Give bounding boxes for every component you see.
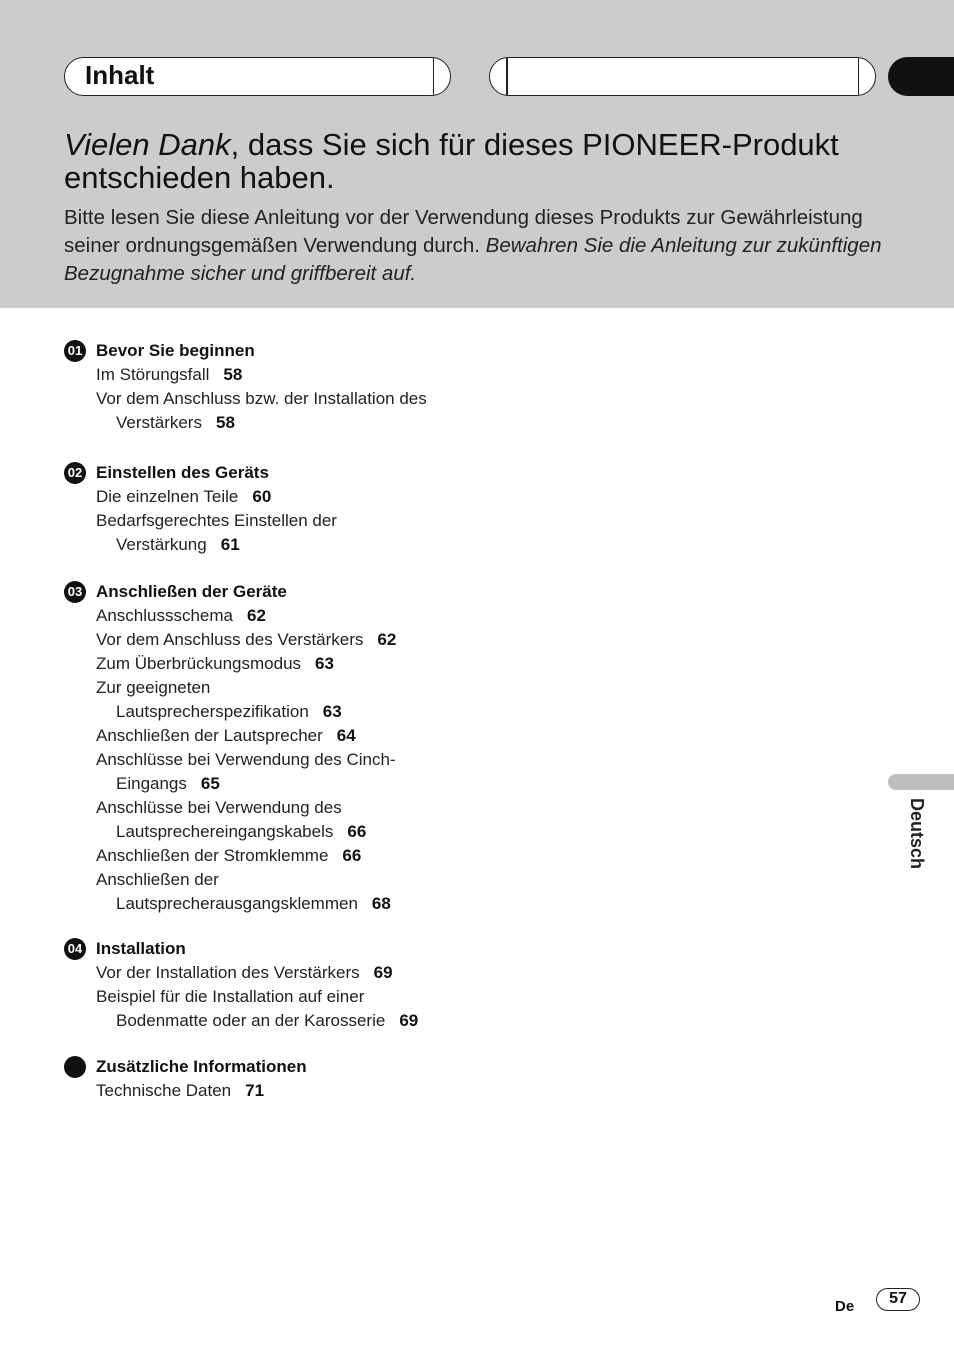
entry-page-number: 69 <box>399 1011 419 1030</box>
section-number-badge: 02 <box>64 462 86 484</box>
headline-italic: Vielen Dank <box>64 127 231 162</box>
intro-normal: Bitte lesen Sie diese Anleitung vor der Verwendung dieses Produkts zur Gewährleistung seiner ordnungsgemäßen Verwendung durch. <box>64 206 863 257</box>
entry-text: Vor der Installation des Verstärkers <box>96 963 360 982</box>
entry-text: Technische Daten <box>96 1081 232 1100</box>
toc-entry[interactable] <box>96 796 484 844</box>
section-title: Installation <box>96 939 186 958</box>
toc-entry[interactable] <box>96 985 484 1033</box>
entry-text-continued: Eingangs <box>116 774 187 793</box>
contents-tab <box>64 57 451 96</box>
entry-text: Anschließen der Lautsprecher <box>96 726 323 745</box>
toc-entry[interactable] <box>96 363 484 387</box>
language-label: Deutsch <box>907 798 927 870</box>
entry-page-number: 60 <box>252 487 272 506</box>
entry-page-number: 61 <box>220 535 240 554</box>
entry-page-number: 65 <box>200 774 220 793</box>
entry-page-number: 71 <box>245 1081 265 1100</box>
section-heading[interactable] <box>64 1055 484 1079</box>
entry-text-continued: Lautsprecherspezifikation <box>116 702 309 721</box>
toc-entry[interactable] <box>96 387 484 435</box>
entry-text: Anschließen der Stromklemme <box>96 846 329 865</box>
toc-entry[interactable] <box>96 748 484 796</box>
entry-page-number: 62 <box>247 606 266 625</box>
language-tab <box>888 774 954 790</box>
toc-section <box>64 461 484 557</box>
section-number-badge <box>64 1056 86 1078</box>
entry-text: Anschlussschema <box>96 606 234 625</box>
toc-entry[interactable] <box>96 868 484 916</box>
entry-text-continued: Lautsprechereingangskabels <box>116 822 334 841</box>
footer-language-code: De <box>835 1298 855 1315</box>
tab-divider <box>858 58 860 95</box>
entry-text: Vor dem Anschluss bzw. der Installation des <box>96 389 427 408</box>
toc-entry[interactable] <box>96 844 484 868</box>
toc-entry[interactable] <box>96 1079 484 1103</box>
entry-text-continued: Verstärkung <box>116 535 207 554</box>
toc-entry[interactable] <box>96 961 484 985</box>
section-number-badge: 03 <box>64 581 86 603</box>
toc-section <box>64 339 484 435</box>
toc-entry[interactable] <box>96 485 484 509</box>
section-title: Bevor Sie beginnen <box>96 341 255 360</box>
entry-text-continued: Bodenmatte oder an der Karosserie <box>116 1011 386 1030</box>
entry-page-number: 63 <box>315 654 334 673</box>
section-heading[interactable] <box>64 461 484 485</box>
entry-text-continued: Verstärkers <box>116 413 202 432</box>
entry-text-continued: Lautsprecherausgangsklemmen <box>116 894 358 913</box>
section-marker-tab <box>888 57 954 96</box>
empty-tab <box>489 57 876 96</box>
section-title: Einstellen des Geräts <box>96 463 269 482</box>
intro-italic: Bewahren Sie die Anleitung zur zukünftigen Bezugnahme sicher und griffbereit auf. <box>64 234 882 285</box>
entry-text: Beispiel für die Installation auf einer <box>96 987 365 1006</box>
entry-page-number: 69 <box>373 963 393 982</box>
tab-divider <box>506 58 508 95</box>
entry-text: Die einzelnen Teile <box>96 487 239 506</box>
headline <box>64 128 924 194</box>
entry-text: Zur geeigneten <box>96 678 211 697</box>
toc-section <box>64 580 484 916</box>
section-heading[interactable] <box>64 937 484 961</box>
toc-section <box>64 1055 484 1103</box>
footer-page-number: 57 <box>876 1288 920 1311</box>
entry-page-number: 68 <box>371 894 391 913</box>
entry-page-number: 63 <box>322 702 342 721</box>
headline-rest: , dass Sie sich für dieses PIONEER-Produkt entschieden haben. <box>64 127 839 195</box>
section-title: Anschließen der Geräte <box>96 582 287 601</box>
toc-entry[interactable] <box>96 676 484 724</box>
section-heading[interactable] <box>64 580 484 604</box>
section-title: Zusätzliche Informationen <box>96 1057 307 1076</box>
entry-page-number: 58 <box>215 413 235 432</box>
entry-text: Zum Überbrückungsmodus <box>96 654 302 673</box>
toc-entry[interactable] <box>96 724 484 748</box>
contents-title: Inhalt <box>85 60 155 90</box>
entry-page-number: 66 <box>347 822 367 841</box>
toc-section <box>64 937 484 1033</box>
entry-text: Bedarfsgerechtes Einstellen der <box>96 511 337 530</box>
entry-text: Vor dem Anschluss des Verstärkers <box>96 630 364 649</box>
entry-text: Anschließen der <box>96 870 219 889</box>
section-heading[interactable] <box>64 339 484 363</box>
entry-page-number: 58 <box>223 365 243 384</box>
entry-text: Anschlüsse bei Verwendung des Cinch- <box>96 750 396 769</box>
toc-entry[interactable] <box>96 509 484 557</box>
entry-text: Im Störungsfall <box>96 365 210 384</box>
entry-page-number: 64 <box>336 726 356 745</box>
tab-divider <box>433 58 435 95</box>
entry-text: Anschlüsse bei Verwendung des <box>96 798 342 817</box>
section-number-badge: 04 <box>64 938 86 960</box>
entry-page-number: 66 <box>342 846 362 865</box>
entry-page-number: 62 <box>377 630 397 649</box>
intro-text <box>64 204 884 288</box>
toc-entry[interactable] <box>96 604 484 628</box>
section-number-badge: 01 <box>64 340 86 362</box>
toc-entry[interactable] <box>96 652 484 676</box>
toc-entry[interactable] <box>96 628 484 652</box>
